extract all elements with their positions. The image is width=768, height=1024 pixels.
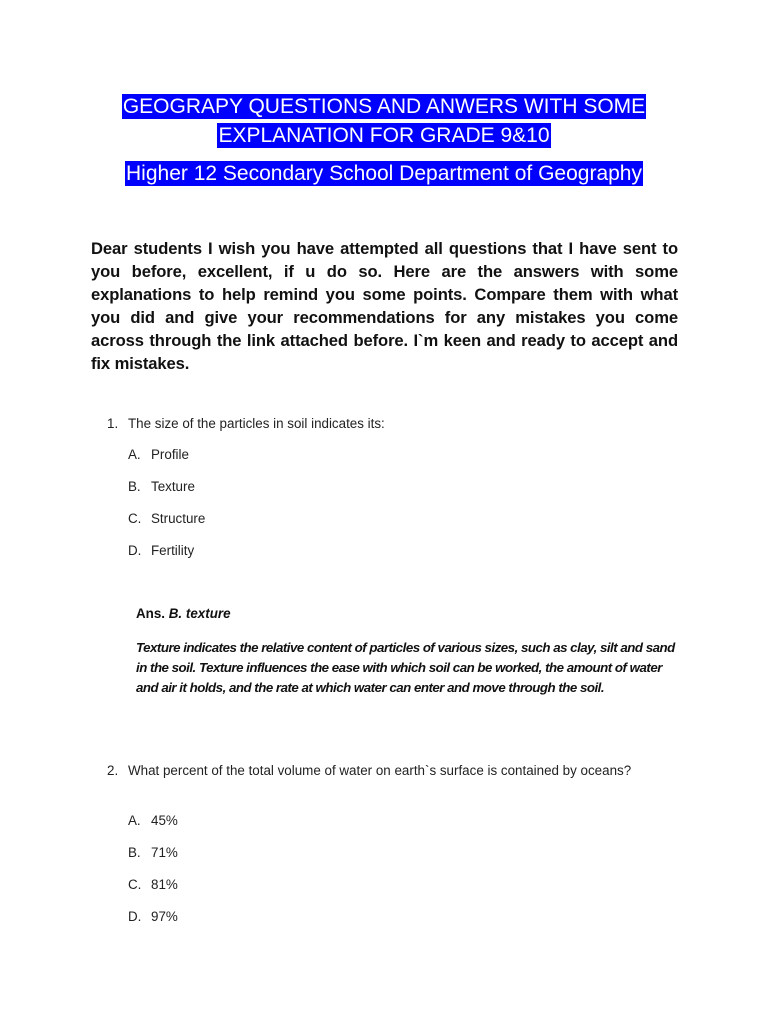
answer-explanation: Texture indicates the relative content of particles of various sizes, such as clay, silt and sand in the soil. Texture influences the ease with which soil can be worked, the amount of water and air it holds, and the rate at which water can enter and move through the soil. [136,640,675,695]
subtitle-wrap [0,159,768,188]
question-text: What percent of the total volume of water on earth`s surface is contained by oceans? [128,763,632,778]
title-block [0,92,768,188]
document-title-line-2: EXPLANATION FOR GRADE 9&10 [218,124,550,147]
answer-line [136,606,231,621]
option-b [128,478,195,496]
option-a [128,812,178,830]
option-c [128,876,178,894]
question-number: 1. [107,416,119,431]
intro-paragraph: Dear students I wish you have attempted all questions that I have sent to you before, excellent, if u do so. Here are the answers with some explanations to help remind you some points. Compare them with what you did and give your recommendations for any mistakes you come across through the link attached before. I`m keen and ready to accept and fix mistakes. [91,239,678,373]
option-text: Structure [151,511,206,526]
option-letter: A. [128,813,141,828]
option-text: Texture [151,479,195,494]
option-letter: C. [128,877,142,892]
option-text: 97% [151,909,178,924]
option-text: Fertility [151,543,195,558]
option-d [128,908,178,926]
question-number: 2. [107,763,119,778]
option-text: Profile [151,447,189,462]
option-b [128,844,178,862]
option-text: 71% [151,845,178,860]
option-letter: B. [128,479,141,494]
option-text: 45% [151,813,178,828]
option-a [128,446,189,464]
answer-value: B. texture [168,606,231,621]
option-text: 81% [151,877,178,892]
option-letter: B. [128,845,141,860]
title-line-2-wrap [0,121,768,150]
option-letter: D. [128,909,142,924]
document-subtitle: Higher 12 Secondary School Department of Geography [126,162,642,185]
document-title-line-1: GEOGRAPY QUESTIONS AND ANWERS WITH SOME [122,95,646,118]
title-line-1-wrap [0,92,768,121]
question-text: The size of the particles in soil indicates its: [128,416,385,431]
option-c [128,510,205,528]
answer-label: Ans. [136,606,166,621]
option-letter: A. [128,447,141,462]
option-letter: D. [128,543,142,558]
option-letter: C. [128,511,142,526]
option-d [128,542,194,560]
